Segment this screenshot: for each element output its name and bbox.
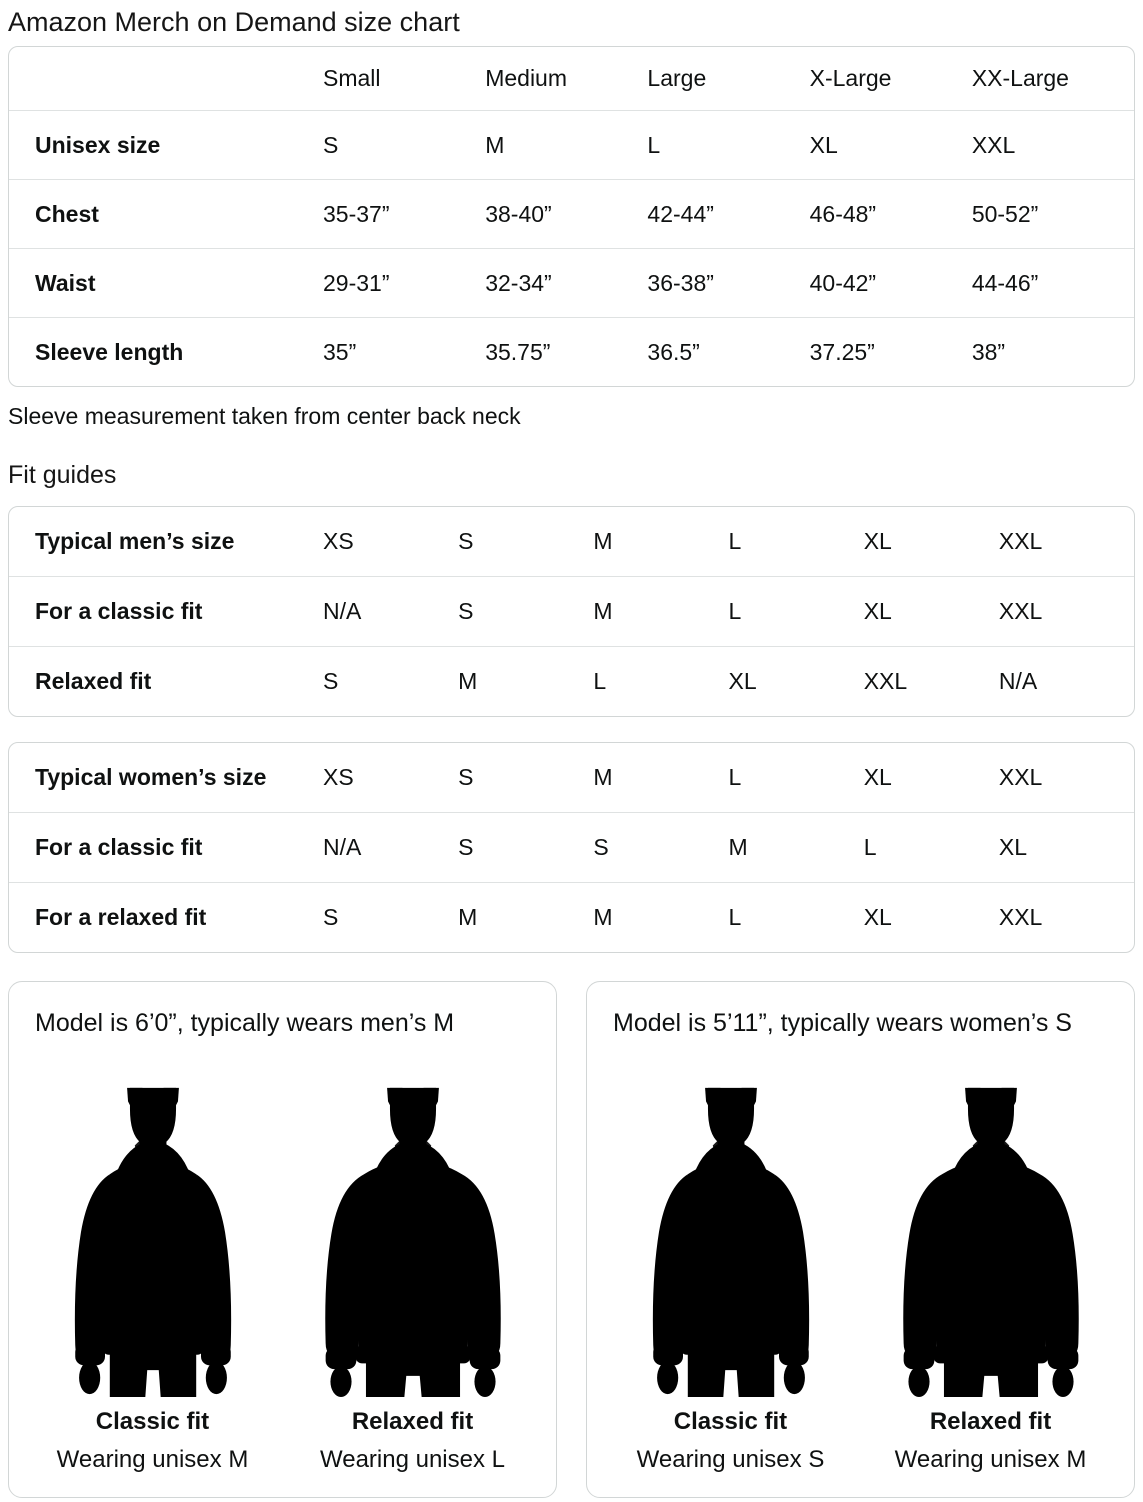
table-cell: M: [728, 834, 748, 860]
table-cell: L: [593, 668, 607, 694]
table-cell: L: [728, 598, 742, 624]
table-cell: 32-34”: [485, 269, 552, 296]
table-cell: 35-37”: [323, 200, 390, 227]
table-cell: 29-31”: [323, 269, 390, 296]
table-cell: S: [593, 834, 609, 860]
table-cell: XXL: [998, 764, 1043, 790]
wearing-size-label: Wearing unisex M: [56, 1446, 249, 1473]
model-photos: [607, 1061, 1114, 1475]
fit-type-label: Relaxed fit: [351, 1408, 474, 1435]
table-cell: 35”: [323, 338, 357, 365]
table-cell: 42-44”: [647, 200, 714, 227]
row-label: Chest: [35, 200, 99, 227]
table-row: [9, 248, 1134, 317]
table-cell: M: [485, 131, 505, 158]
table-cell: N/A: [323, 834, 362, 860]
table-row: [9, 507, 1134, 576]
table-row: [9, 317, 1134, 386]
table-cell: M: [593, 764, 613, 790]
table-cell: L: [728, 904, 742, 930]
womens-fit-guide-table: [8, 742, 1135, 953]
table-cell: XL: [863, 904, 892, 930]
man-classic-fit-photo: [41, 1061, 265, 1397]
model-photos: [29, 1061, 536, 1475]
table-row: [9, 812, 1134, 882]
table-cell: 50-52”: [971, 200, 1039, 227]
row-label: Typical women’s size: [35, 764, 267, 790]
figure-man-classic-fit: [41, 1061, 265, 1475]
table-cell: M: [593, 528, 613, 554]
fit-type-label: Classic fit: [673, 1408, 788, 1435]
table-cell: N/A: [998, 668, 1038, 694]
column-header: Large: [647, 65, 707, 91]
mens-fit-guide-table: [8, 506, 1135, 717]
table-cell: XXL: [998, 528, 1043, 554]
table-row: [9, 743, 1134, 812]
fit-type-label: Relaxed fit: [929, 1408, 1052, 1435]
table-cell: S: [458, 834, 474, 860]
mens-model-card: [8, 981, 557, 1498]
figure-woman-classic-fit: [619, 1061, 843, 1475]
table-cell: XL: [809, 131, 838, 158]
table-cell: M: [593, 598, 613, 624]
table-cell: S: [323, 668, 339, 694]
column-header: Small: [323, 65, 381, 91]
fit-guides-heading: Fit guides: [8, 461, 117, 489]
row-label: Unisex size: [35, 131, 161, 158]
table-row: [9, 646, 1134, 716]
table-cell: L: [863, 834, 877, 860]
table-cell: 37.25”: [809, 338, 875, 365]
table-cell: 40-42”: [809, 269, 877, 296]
model-description: Model is 5’11”, typically wears women’s S: [613, 1009, 1072, 1037]
table-cell: S: [458, 598, 474, 624]
table-cell: M: [593, 904, 613, 930]
row-label: For a classic fit: [35, 598, 203, 624]
table-cell: XL: [863, 598, 892, 624]
row-label: Relaxed fit: [35, 668, 152, 694]
table-cell: M: [458, 668, 478, 694]
sleeve-measurement-note: Sleeve measurement taken from center back neck: [8, 403, 521, 429]
table-cell: XL: [728, 668, 757, 694]
row-label: Typical men’s size: [35, 528, 235, 554]
table-cell: XS: [323, 528, 354, 554]
table-cell: S: [323, 904, 339, 930]
table-cell: XXL: [998, 904, 1043, 930]
table-cell: 36.5”: [647, 338, 700, 365]
table-cell: L: [728, 764, 742, 790]
table-cell: XS: [323, 764, 354, 790]
womens-model-card: [586, 981, 1135, 1498]
table-cell: S: [458, 528, 474, 554]
table-cell: M: [458, 904, 478, 930]
fit-type-label: Classic fit: [95, 1408, 210, 1435]
table-cell: XXL: [863, 668, 908, 694]
table-cell: XXL: [998, 598, 1043, 624]
model-description: Model is 6’0”, typically wears men’s M: [35, 1009, 455, 1037]
wearing-size-label: Wearing unisex L: [320, 1446, 505, 1473]
table-cell: 36-38”: [647, 269, 714, 296]
row-label: For a classic fit: [35, 834, 203, 860]
table-cell: L: [647, 131, 661, 158]
table-cell: XXL: [971, 131, 1016, 158]
table-cell: 35.75”: [485, 338, 551, 365]
table-cell: XL: [863, 528, 892, 554]
page-title: Amazon Merch on Demand size chart: [8, 7, 460, 37]
woman-classic-fit-photo: [619, 1061, 843, 1397]
table-cell: XL: [998, 834, 1027, 860]
table-cell: 46-48”: [809, 200, 877, 227]
table-header-row: [9, 47, 1134, 110]
wearing-size-label: Wearing unisex S: [636, 1446, 825, 1473]
table-cell: S: [458, 764, 474, 790]
table-row: [9, 882, 1134, 952]
table-cell: 38”: [971, 338, 1006, 365]
woman-relaxed-fit-photo: [879, 1061, 1103, 1397]
model-cards: [8, 981, 1135, 1498]
wearing-size-label: Wearing unisex M: [894, 1446, 1087, 1473]
table-cell: S: [323, 131, 339, 158]
table-cell: XL: [863, 764, 892, 790]
table-row: [9, 179, 1134, 248]
table-row: [9, 576, 1134, 646]
table-row: [9, 110, 1134, 179]
row-label: For a relaxed fit: [35, 904, 207, 930]
figure-woman-relaxed-fit: [879, 1061, 1103, 1475]
table-cell: N/A: [323, 598, 362, 624]
table-cell: L: [728, 528, 742, 554]
row-label: Waist: [35, 269, 96, 296]
figure-man-relaxed-fit: [301, 1061, 525, 1475]
column-header: XX-Large: [971, 65, 1069, 91]
column-header: Medium: [485, 65, 568, 91]
column-header: X-Large: [809, 65, 892, 91]
row-label: Sleeve length: [35, 338, 184, 365]
table-cell: 44-46”: [971, 269, 1039, 296]
man-relaxed-fit-photo: [301, 1061, 525, 1397]
table-cell: 38-40”: [485, 200, 552, 227]
size-chart-table: [8, 46, 1135, 387]
